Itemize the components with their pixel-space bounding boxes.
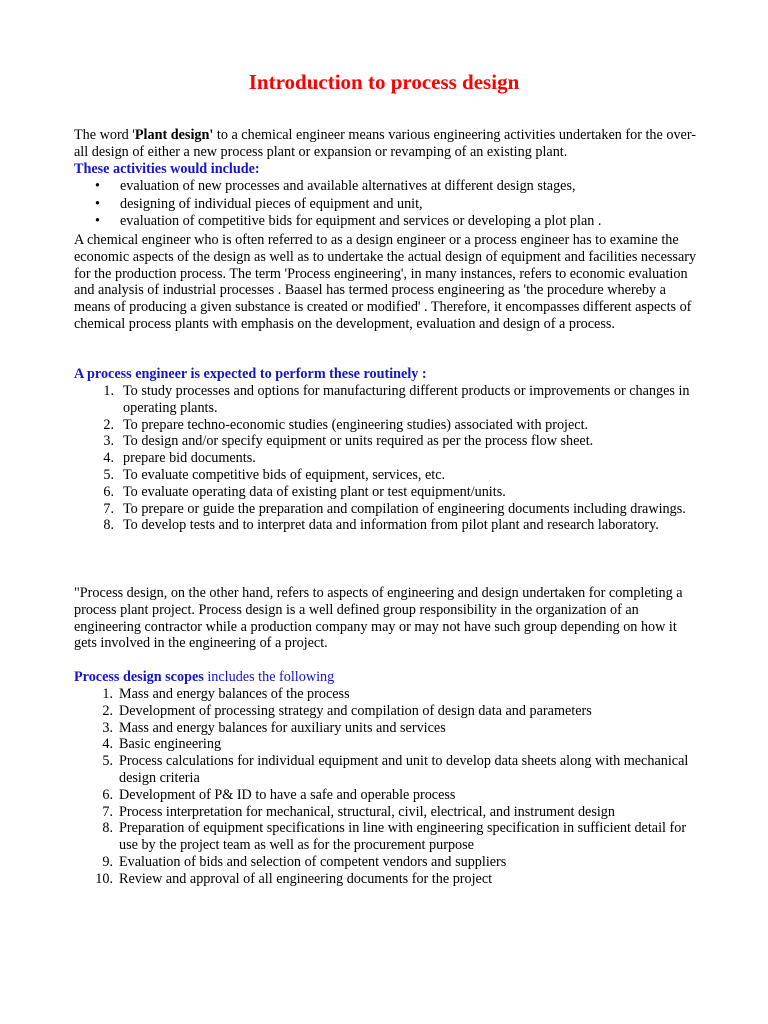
- intro-bold-term: Plant design': [134, 127, 214, 143]
- list-item-number: 5.: [102, 753, 113, 770]
- list-item: [74, 820, 700, 854]
- list-item-text: To evaluate competitive bids of equipment, services, etc.: [123, 466, 446, 483]
- list-item-text: To study processes and options for manufacturing different products or improvements or changes in operating plants.: [123, 383, 690, 416]
- list-item: [74, 703, 700, 720]
- list-item-number: 8.: [102, 820, 113, 837]
- list-item: [74, 484, 700, 501]
- list-item-text: Preparation of equipment specifications in line with engineering specification in sufficient detail for use by the project team as well as for the procurement purpose: [119, 820, 687, 854]
- list-item: [74, 720, 700, 737]
- list-item-text: To develop tests and to interpret data and information from pilot plant and research laboratory.: [123, 517, 659, 534]
- bullet-glyph: •: [95, 195, 100, 212]
- list-item-number: 3.: [103, 433, 114, 450]
- list-item: [74, 736, 700, 753]
- list-item-number: 7.: [103, 500, 114, 517]
- list-item-number: 4.: [103, 450, 114, 467]
- list-item-text: Evaluation of bids and selection of competent vendors and suppliers: [119, 853, 507, 870]
- list-item: [74, 854, 700, 871]
- scopes-heading-rest: includes the following: [203, 669, 335, 685]
- list-item-text: Mass and energy balances for auxiliary units and services: [119, 719, 446, 736]
- page-title: Introduction to process design: [248, 70, 520, 94]
- list-item-text: To prepare techno-economic studies (engineering studies) associated with project.: [123, 416, 589, 433]
- list-item-text: Basic engineering: [119, 736, 222, 753]
- list-item: [74, 501, 700, 518]
- list-item-text: Development of P& ID to have a safe and operable process: [119, 786, 456, 803]
- list-item-number: 2.: [102, 702, 113, 719]
- process-design-paragraph: "Process design, on the other hand, refers to aspects of engineering and design undertaken for completing a process plant project. Process design is a well defined group responsibility in the organization of an engineering contractor while a production company may or may not have such group depending on how it gets involved in the engineering of a project.: [74, 585, 683, 652]
- list-item-number: 2.: [103, 416, 114, 433]
- list-item-number: 6.: [102, 786, 113, 803]
- scopes-heading: [74, 669, 700, 686]
- list-item-text: designing of individual pieces of equipment and unit,: [120, 195, 423, 212]
- list-item-text: Process calculations for individual equipment and unit to develop data sheets along with mechanical design criteria: [119, 753, 689, 786]
- list-item-text: Process interpretation for mechanical, structural, civil, electrical, and instrument design: [119, 803, 615, 820]
- list-item: [74, 467, 700, 484]
- list-item-number: 7.: [102, 803, 113, 820]
- routine-list: [74, 383, 700, 534]
- list-item-number: 5.: [103, 466, 114, 483]
- list-item-number: 6.: [103, 483, 114, 500]
- scopes-heading-bold: Process design scopes: [74, 669, 204, 685]
- list-item-text: prepare bid documents.: [123, 450, 256, 467]
- scopes-list: [74, 686, 700, 888]
- routine-heading: A process engineer is expected to perform these routinely :: [74, 366, 427, 382]
- list-item: [74, 417, 700, 434]
- engineer-paragraph: A chemical engineer who is often referred to as a design engineer or a process engineer has to examine the economic aspects of the design as well as to undertake the actual design of equipment and facilities necessary for the production process. The term 'Process engineering', in many instances, refers to economic evaluation and analysis of industrial processes . Baasel has termed process engineering as 'the procedure whereby a means of producing a given substance is created or modified' . Therefore, it encompasses different aspects of chemical process plants with emphasis on the development, evaluation and design of a process.: [74, 232, 697, 332]
- list-item-number: 4.: [102, 736, 113, 753]
- intro-rest: to a chemical engineer means various engineering activities undertaken for the over-all design of either a new process plant or expansion or revamping of an existing plant.: [74, 127, 697, 160]
- list-item-number: 8.: [103, 517, 114, 534]
- list-item: [74, 213, 700, 231]
- list-item-text: Mass and energy balances of the process: [119, 686, 350, 702]
- list-item-number: 10.: [95, 870, 113, 887]
- list-item-number: 1.: [102, 686, 113, 702]
- list-item-number: 9.: [102, 853, 113, 870]
- list-item: [74, 196, 700, 214]
- bullet-glyph: •: [95, 178, 100, 194]
- list-item: [74, 787, 700, 804]
- list-item-text: To prepare or guide the preparation and compilation of engineering documents including drawings.: [123, 500, 686, 517]
- list-item: [74, 804, 700, 821]
- intro-prefix: The word ': [74, 127, 135, 143]
- list-item: [74, 753, 700, 787]
- activities-heading: These activities would include:: [74, 161, 260, 177]
- list-item-text: evaluation of new processes and available alternatives at different design stages,: [120, 178, 576, 194]
- list-item-text: evaluation of competitive bids for equipment and services or developing a plot plan .: [120, 213, 602, 229]
- list-item: [74, 871, 700, 888]
- list-item-number: 1.: [103, 383, 114, 399]
- intro-paragraph: [74, 127, 700, 161]
- list-item-text: To design and/or specify equipment or units required as per the process flow sheet.: [123, 433, 594, 450]
- activities-list: [74, 178, 700, 231]
- list-item-number: 3.: [102, 719, 113, 736]
- list-item: [74, 450, 700, 467]
- list-item-text: Review and approval of all engineering documents for the project: [119, 870, 493, 887]
- list-item-text: Development of processing strategy and compilation of design data and parameters: [119, 702, 592, 719]
- bullet-glyph: •: [95, 213, 100, 229]
- list-item: [74, 433, 700, 450]
- list-item-text: To evaluate operating data of existing plant or test equipment/units.: [123, 483, 506, 500]
- list-item: [74, 517, 700, 534]
- list-item: [74, 383, 700, 417]
- list-item: [74, 686, 700, 703]
- list-item: [74, 178, 700, 196]
